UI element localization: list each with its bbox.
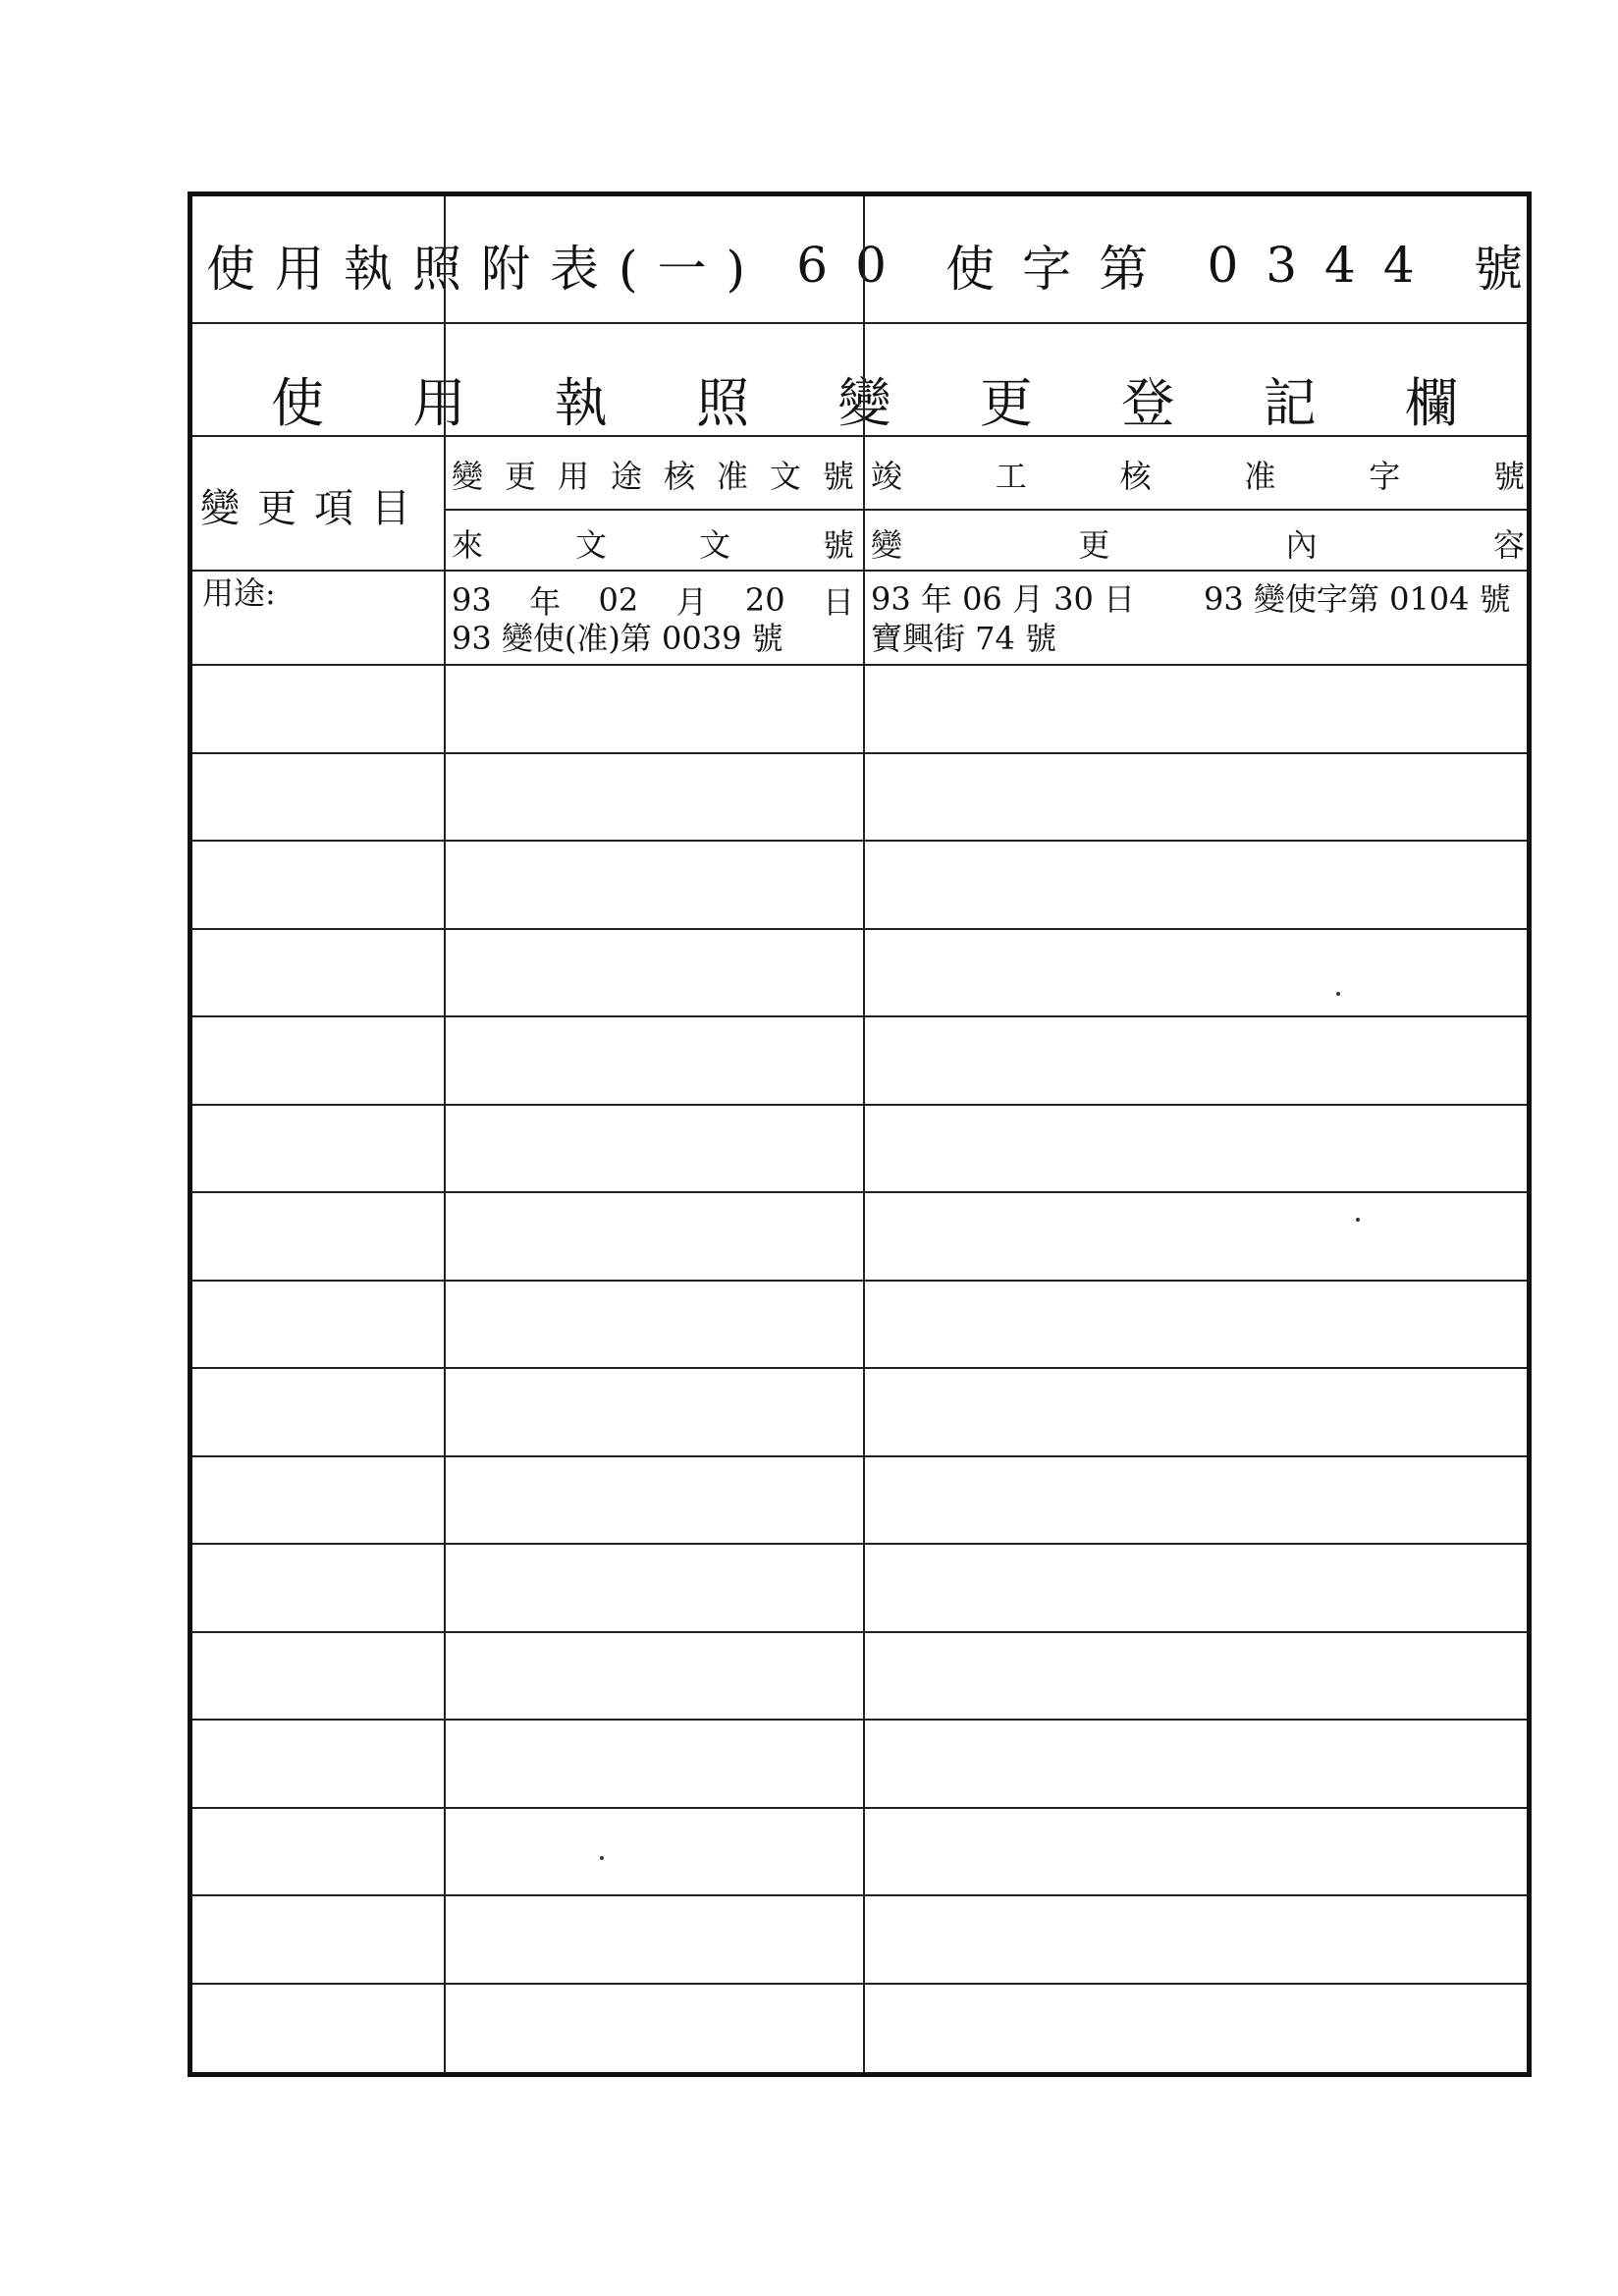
header-label: 使用執照附表(一): [206, 241, 766, 298]
scan-speck: [1336, 992, 1340, 996]
title-char: 執: [554, 372, 608, 434]
title-divider: [192, 435, 1527, 437]
approval-date-token: 年: [529, 583, 562, 621]
approval-date-token: 02: [598, 581, 639, 619]
subheader-divider: [444, 509, 1527, 511]
completion-approval-char: 竣: [871, 458, 903, 495]
license-change-form: [188, 191, 1532, 2077]
row-rule: [192, 1455, 1527, 1457]
approval-date-token: 93: [452, 581, 492, 619]
column-divider-1: [444, 196, 446, 2072]
row-approval-number: 93 變使(准)第 0039 號: [452, 620, 783, 657]
row-rule: [192, 1191, 1527, 1193]
row-rule: [192, 1104, 1527, 1106]
row-rule: [192, 1280, 1527, 1282]
row-rule: [192, 664, 1527, 666]
row-rule: [192, 1367, 1527, 1369]
row-rule: [192, 840, 1527, 842]
use-change-approval-char: 更: [504, 458, 536, 495]
title-char: 用: [412, 372, 466, 434]
scan-speck: [1356, 1218, 1360, 1222]
row-rule: [192, 1543, 1527, 1545]
title-char: 使: [271, 372, 324, 434]
use-change-approval-char: 准: [716, 458, 748, 495]
column-header-divider: [192, 570, 1527, 572]
completion-approval-char: 核: [1119, 458, 1152, 495]
row-rule: [192, 928, 1527, 930]
title-char: 欄: [1405, 372, 1458, 434]
row-change-content: 寶興街 74 號: [871, 620, 1057, 657]
title-char: 登: [1121, 372, 1175, 434]
completion-approval-char: 號: [1492, 458, 1525, 495]
row-rule: [192, 1631, 1527, 1633]
header-prefix: 使字第: [945, 241, 1176, 298]
title-char: 更: [979, 372, 1033, 434]
incoming-doc-char: 文: [698, 526, 730, 564]
header-year: 60: [796, 237, 914, 294]
row-item: 用途:: [202, 574, 276, 612]
row-rule: [192, 752, 1527, 754]
change-content-char: 容: [1492, 526, 1525, 564]
header-number: 0344: [1207, 237, 1442, 294]
row-rule: [192, 1015, 1527, 1017]
use-change-approval-char: 途: [610, 458, 642, 495]
row-rule: [192, 1894, 1527, 1896]
header-use-change-approval: [452, 452, 854, 497]
completion-approval-char: 字: [1369, 458, 1401, 495]
use-change-approval-char: 號: [822, 458, 854, 495]
title-char: 變: [837, 372, 891, 434]
row-rule: [192, 1983, 1527, 1985]
header-divider: [192, 322, 1527, 324]
use-change-approval-char: 用: [557, 458, 589, 495]
header-incoming-doc: [452, 520, 854, 566]
header-suffix: 號: [1473, 241, 1523, 298]
change-content-char: 更: [1078, 526, 1110, 564]
incoming-doc-char: 號: [822, 526, 854, 564]
incoming-doc-char: 來: [452, 526, 484, 564]
row-completion-date: 93 年 06 月 30 日: [871, 580, 1136, 618]
incoming-doc-char: 文: [574, 526, 607, 564]
approval-date-token: 20: [744, 581, 785, 619]
approval-date-token: 日: [822, 583, 854, 621]
header-change-content: [871, 520, 1525, 566]
scan-speck: [600, 1856, 604, 1860]
row-rule: [192, 1719, 1527, 1721]
header-change-item: 變更項目: [200, 486, 428, 531]
title-char: 照: [696, 372, 750, 434]
use-change-approval-char: 核: [663, 458, 695, 495]
use-change-approval-char: 變: [452, 458, 484, 495]
column-divider-2: [863, 196, 865, 2072]
approval-date-token: 月: [675, 583, 708, 621]
use-change-approval-char: 文: [769, 458, 801, 495]
title-char: 記: [1263, 372, 1317, 434]
header-completion-approval: [871, 452, 1525, 497]
change-content-char: 變: [871, 526, 903, 564]
row-completion-number: 93 變使字第 0104 號: [1204, 580, 1511, 618]
change-content-char: 內: [1285, 526, 1318, 564]
completion-approval-char: 工: [995, 458, 1027, 495]
completion-approval-char: 准: [1244, 458, 1276, 495]
row-rule: [192, 1807, 1527, 1809]
